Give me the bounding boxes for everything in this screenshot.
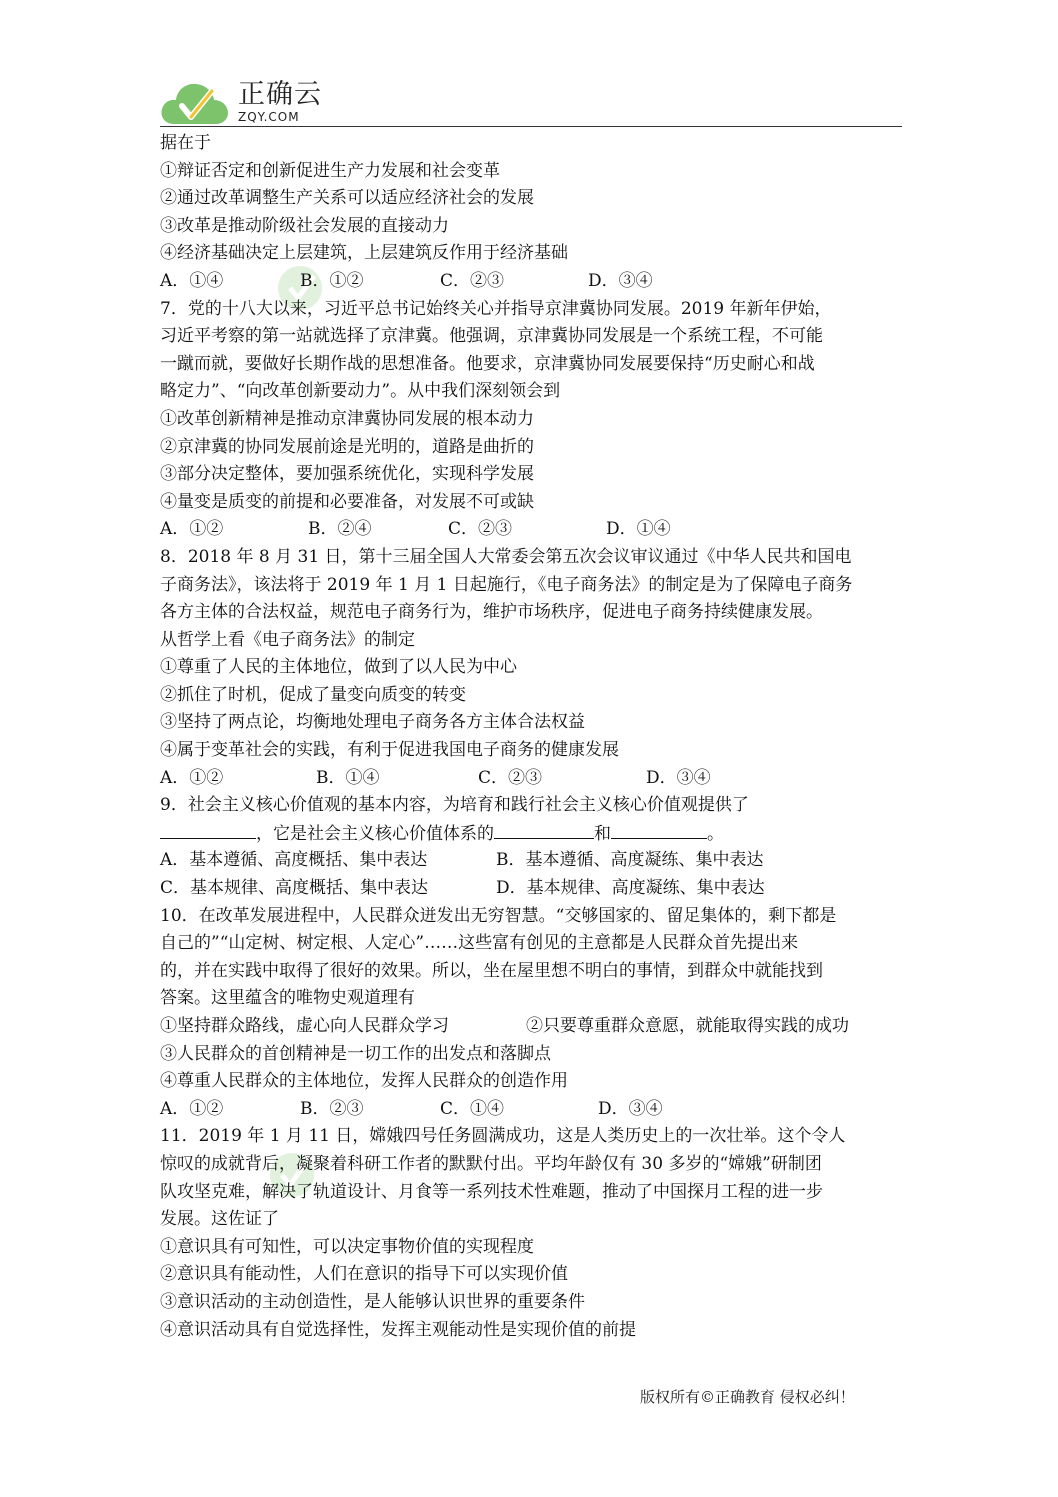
- brand-domain: ZQY.COM: [238, 110, 300, 124]
- header: [160, 78, 902, 126]
- statement-3: ③改革是推动阶级社会发展的直接动力: [160, 215, 449, 236]
- question-9-fragment: ，它是社会主义核心价值体系的: [256, 823, 494, 844]
- question-10-text: 的，并在实践中取得了很好的效果。所以，坐在屋里想不明白的事情，到群众中就能找到: [160, 960, 823, 981]
- option-d: D．③④: [646, 767, 711, 788]
- copyright-footer: 版权所有©正确教育 侵权必纠！: [640, 1388, 855, 1406]
- statement-2: ②通过改革调整生产关系可以适应经济社会的发展: [160, 188, 534, 209]
- question-11-text: 惊叹的成就背后，凝聚着科研工作者的默默付出。平均年龄仅有 30 多岁的“嫦娥”研制团: [160, 1153, 822, 1174]
- question-10-text: 答案。这里蕴含的唯物史观道理有: [160, 988, 415, 1009]
- statement-3: ③人民群众的首创精神是一切工作的出发点和落脚点: [160, 1043, 551, 1064]
- option-b: B．②④: [308, 519, 372, 540]
- option-c: C．基本规律、高度概括、集中表达: [160, 878, 429, 899]
- option-b: B．②③: [300, 1098, 364, 1119]
- statement-row: [160, 1013, 902, 1041]
- option-a: A．①④: [160, 270, 224, 291]
- question-7-text: 略定力”、“向改革创新要动力”。从中我们深刻领会到: [160, 381, 561, 402]
- question-7-text: 习近平考察的第一站就选择了京津冀。他强调，京津冀协同发展是一个系统工程，不可能: [160, 326, 823, 347]
- cloud-check-logo-icon: [160, 80, 230, 126]
- statement-1: ①坚持群众路线，虚心向人民群众学习: [160, 1016, 449, 1036]
- answer-options: [160, 516, 902, 544]
- question-8-text: 各方主体的合法权益，规范电子商务行为，维护市场秩序，促进电子商务持续健康发展。: [160, 602, 823, 623]
- statement-1: ①意识具有可知性，可以决定事物价值的实现程度: [160, 1236, 534, 1257]
- option-a: A．基本遵循、高度概括、集中表达: [160, 850, 428, 871]
- statement-1: ①尊重了人民的主体地位，做到了以人民为中心: [160, 657, 517, 678]
- statement-2: ②意识具有能动性，人们在意识的指导下可以实现价值: [160, 1264, 568, 1285]
- option-b: B．①②: [300, 270, 364, 291]
- text-line: 据在于: [160, 133, 211, 153]
- question-9-blanks: [160, 820, 902, 848]
- statement-3: ③意识活动的主动创造性，是人能够认识世界的重要条件: [160, 1291, 585, 1312]
- option-b: B．①④: [316, 767, 380, 788]
- fill-blank: [160, 820, 256, 839]
- answer-options: [160, 875, 902, 903]
- question-10-text: 自己的”“山定树、树定根、人定心”……这些富有创见的主意都是人民群众首先提出来: [160, 933, 799, 954]
- option-a: A．①②: [160, 519, 224, 540]
- statement-2: ②京津冀的协同发展前途是光明的，道路是曲折的: [160, 436, 534, 457]
- question-8-text: 子商务法》，该法将于 2019 年 1 月 1 日起施行，《电子商务法》的制定是为了保障电子商务: [160, 574, 853, 595]
- answer-options: [160, 847, 902, 875]
- option-c: C．②③: [448, 519, 513, 540]
- question-9-text: 9．社会主义核心价值观的基本内容，为培育和践行社会主义核心价值观提供了: [160, 795, 749, 816]
- question-9-fragment: 。: [707, 823, 724, 844]
- statement-3: ③坚持了两点论，均衡地处理电子商务各方主体合法权益: [160, 712, 585, 733]
- statement-2: ②只要尊重群众意愿，就能取得实践的成功: [526, 1016, 849, 1036]
- option-d: D．基本规律、高度凝练、集中表达: [496, 878, 765, 899]
- option-a: A．①②: [160, 767, 224, 788]
- statement-4: ④意识活动具有自觉选择性，发挥主观能动性是实现价值的前提: [160, 1319, 636, 1340]
- statement-4: ④属于变革社会的实践，有利于促进我国电子商务的健康发展: [160, 740, 619, 761]
- question-11-text: 11．2019 年 1 月 11 日，嫦娥四号任务圆满成功，这是人类历史上的一次壮举。这个令人: [160, 1126, 846, 1147]
- answer-options: [160, 1096, 902, 1124]
- option-d: D．①④: [606, 519, 671, 540]
- statement-4: ④经济基础决定上层建筑，上层建筑反作用于经济基础: [160, 243, 568, 264]
- question-10-text: 10．在改革发展进程中，人民群众迸发出无穷智慧。“交够国家的、留足集体的，剩下都是: [160, 905, 837, 926]
- fill-blank: [494, 820, 594, 839]
- option-c: C．②③: [478, 767, 543, 788]
- option-c: C．②③: [440, 270, 505, 291]
- statement-3: ③部分决定整体，要加强系统优化，实现科学发展: [160, 464, 534, 485]
- question-7-text: 7．党的十八大以来，习近平总书记始终关心并指导京津冀协同发展。2019 年新年伊始，: [160, 298, 832, 319]
- statement-4: ④量变是质变的前提和必要准备，对发展不可或缺: [160, 491, 534, 512]
- statement-2: ②抓住了时机，促成了量变向质变的转变: [160, 684, 466, 705]
- header-divider: [160, 126, 902, 127]
- question-8-text: 从哲学上看《电子商务法》的制定: [160, 629, 415, 650]
- option-d: D．③④: [588, 270, 653, 291]
- question-8-text: 8．2018 年 8 月 31 日，第十三届全国人大常委会第五次会议审议通过《中华人民共和国电: [160, 546, 852, 567]
- answer-options: [160, 268, 902, 296]
- fill-blank: [611, 820, 707, 839]
- answer-options: [160, 765, 902, 793]
- brand-name: 正确云: [238, 79, 322, 110]
- document-body: [160, 130, 902, 1344]
- option-c: C．①④: [440, 1098, 505, 1119]
- question-7-text: 一蹴而就，要做好长期作战的思想准备。他要求，京津冀协同发展要保持“历史耐心和战: [160, 353, 815, 374]
- question-9-fragment: 和: [594, 823, 611, 844]
- question-11-text: 发展。这佐证了: [160, 1209, 279, 1230]
- option-b: B．基本遵循、高度凝练、集中表达: [496, 850, 764, 871]
- question-11-text: 队攻坚克难，解决了轨道设计、月食等一系列技术性难题，推动了中国探月工程的进一步: [160, 1181, 823, 1202]
- statement-1: ①改革创新精神是推动京津冀协同发展的根本动力: [160, 408, 534, 429]
- statement-1: ①辩证否定和创新促进生产力发展和社会变革: [160, 160, 500, 181]
- statement-4: ④尊重人民群众的主体地位，发挥人民群众的创造作用: [160, 1071, 568, 1092]
- option-d: D．③④: [598, 1098, 663, 1119]
- option-a: A．①②: [160, 1098, 224, 1119]
